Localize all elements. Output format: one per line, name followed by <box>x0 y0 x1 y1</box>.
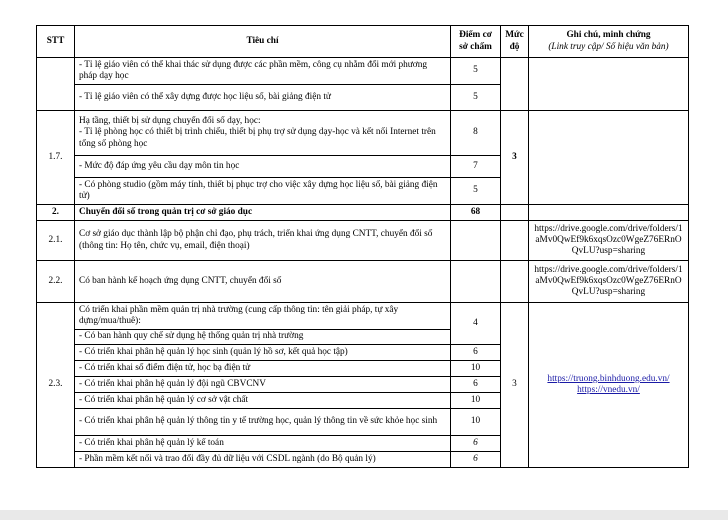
score-cell: 8 <box>451 111 501 156</box>
score-cell: 5 <box>451 58 501 85</box>
school-portal-link[interactable]: https://truong.binhduong.edu.vn/ <box>547 373 670 384</box>
header-score: Điểm cơ sở chấm <box>451 26 501 58</box>
criteria-sub: - Có ban hành quy chế sử dụng hệ thống quản trị nhà trường <box>75 329 450 342</box>
level-cell <box>501 58 529 111</box>
criteria-heading: Có triển khai phần mềm quản trị nhà trường (cung cấp thông tin: tên giải pháp, tự xây dựng/mua/thuê): <box>79 305 399 327</box>
score-cell: 6 <box>451 436 501 452</box>
page-bottom-margin <box>0 510 728 520</box>
criteria-cell: - Phần mềm kết nối và trao đổi đầy đủ dữ liệu với CSDL ngành (do Bộ quản lý) <box>75 452 451 468</box>
stt-cell <box>37 58 75 111</box>
evidence-link[interactable]: https://drive.google.com/drive/folders/1aMv0QwEf9k6xqsOzc0WgeZ76ERnOQvLU?usp=sharing <box>529 221 689 261</box>
criteria-cell: - Tỉ lệ giáo viên có thể khai thác sử dụng được các phần mềm, công cụ nhằm đổi mới phương pháp dạy học <box>75 58 451 85</box>
stt-cell: 2.1. <box>37 221 75 261</box>
level-cell <box>501 205 529 221</box>
header-row <box>37 26 689 58</box>
score-cell: 5 <box>451 85 501 111</box>
note-cell <box>529 303 689 468</box>
table-row <box>37 261 689 303</box>
score-cell: 68 <box>451 205 501 221</box>
vnedu-link[interactable]: https://vnedu.vn/ <box>577 385 640 395</box>
criteria-cell: - Có triển khai phân hệ quản lý học sinh (quản lý hồ sơ, kết quả học tập) <box>75 345 451 361</box>
criteria-cell: - Có triển khai phân hệ quản lý kế toán <box>75 436 451 452</box>
score-cell: 10 <box>451 361 501 377</box>
criteria-cell: - Có triển khai số điểm điện tử, học bạ điện tử <box>75 361 451 377</box>
header-stt: STT <box>37 26 75 58</box>
stt-cell: 2.2. <box>37 261 75 303</box>
level-cell: 3 <box>501 303 529 468</box>
section-row <box>37 205 689 221</box>
score-cell: 6 <box>451 345 501 361</box>
level-cell <box>501 221 529 261</box>
score-cell: 10 <box>451 409 501 436</box>
header-notes <box>529 26 689 58</box>
score-cell <box>451 261 501 303</box>
score-cell <box>451 221 501 261</box>
level-cell: 3 <box>501 111 529 205</box>
table-row <box>37 303 689 345</box>
criteria-cell <box>75 111 451 156</box>
criteria-sub: - Tỉ lệ phòng học có thiết bị trình chiếu, thiết bị phụ trợ sử dụng dạy-học và kết nối Internet trên tổng số phòng học <box>79 127 436 149</box>
score-cell: 6 <box>451 452 501 468</box>
stt-cell: 1.7. <box>37 111 75 205</box>
note-cell <box>529 111 689 205</box>
header-criteria: Tiêu chí <box>75 26 451 58</box>
criteria-cell: - Tỉ lệ giáo viên có thể xây dựng được học liệu số, bài giảng điện tử <box>75 85 451 111</box>
criteria-cell: - Có triển khai phân hệ quản lý đội ngũ CBVCNV <box>75 377 451 393</box>
score-cell: 6 <box>451 377 501 393</box>
criteria-cell: - Mức độ đáp ứng yêu cầu dạy môn tin học <box>75 156 451 178</box>
criteria-cell: Có ban hành kế hoạch ứng dụng CNTT, chuyển đổi số <box>75 261 451 303</box>
header-notes-subtitle: (Link truy cập/ Số hiệu văn bản) <box>548 41 669 52</box>
criteria-cell: Cơ sở giáo dục thành lập bộ phận chỉ đạo, phụ trách, triển khai ứng dụng CNTT, chuyển đổi số (thông tin: Họ tên, chức vụ, email, điện thoại) <box>75 221 451 261</box>
evidence-link[interactable]: https://drive.google.com/drive/folders/1aMv0QwEf9k6xqsOzc0WgeZ76ERnOQvLU?usp=sharing <box>529 261 689 303</box>
score-cell: 4 <box>451 303 501 345</box>
section-title: Chuyển đổi số trong quản trị cơ sở giáo dục <box>75 205 451 221</box>
table-row <box>37 58 689 85</box>
criteria-cell: - Có phòng studio (gồm máy tính, thiết bị phục trợ cho việc xây dựng học liệu số, bài giảng điện tử) <box>75 178 451 205</box>
criteria-table <box>36 25 689 468</box>
stt-cell: 2. <box>37 205 75 221</box>
stt-cell: 2.3. <box>37 303 75 468</box>
criteria-cell <box>75 303 451 345</box>
criteria-cell: - Có triển khai phân hệ quản lý thông tin y tế trường học, quản lý thông tin về sức khỏe học sinh <box>75 409 451 436</box>
header-notes-title: Ghi chú, minh chứng <box>566 30 651 41</box>
criteria-heading: Hạ tầng, thiết bị sử dụng chuyển đổi số dạy, học: <box>79 116 261 127</box>
table-row <box>37 111 689 156</box>
level-cell <box>501 261 529 303</box>
score-cell: 10 <box>451 393 501 409</box>
note-cell <box>529 205 689 221</box>
header-level: Mức độ <box>501 26 529 58</box>
score-cell: 7 <box>451 156 501 178</box>
table-row <box>37 221 689 261</box>
note-cell <box>529 58 689 111</box>
criteria-cell: - Có triển khai phân hệ quản lý cơ sở vật chất <box>75 393 451 409</box>
score-cell: 5 <box>451 178 501 205</box>
